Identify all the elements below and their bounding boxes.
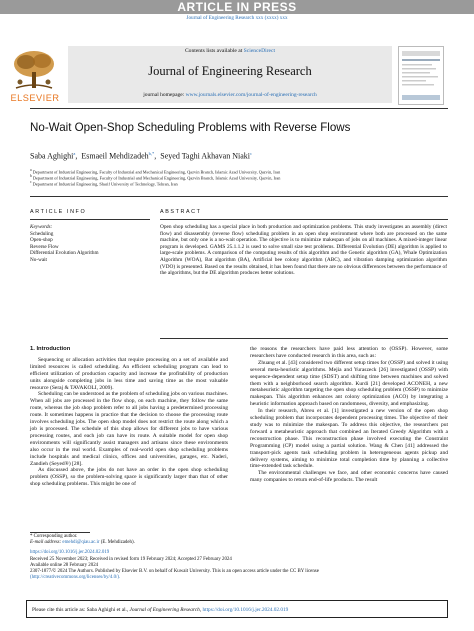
affiliation: $^c$ Department of Industrial Engineering, Sharif University of Technology, Tehran, Iran	[30, 180, 178, 187]
sciencedirect-link[interactable]: ScienceDirect	[243, 48, 276, 54]
abstract-bottom-divider	[160, 338, 448, 339]
contents-prefix: Contents lists available at	[184, 48, 244, 54]
article-info-heading: ARTICLE INFO	[30, 209, 87, 215]
online-date: Available online 28 February 2024	[30, 562, 99, 568]
paragraph: In their research, Abreu et al. [1] investigated a new version of the open shop scheduling problem that incorporates dependent processing times. The objective of their study was to minimize the makespan. To address this objective, the researchers put forward a metaheuristic approach that combined an Iterated Greedy Algorithm with a reconstruction phase. This reconstruction phase involved executing the Constraint Programming (CP) model using a partial solution. Wang & Chen [41] addressed the transport-pick agents task scheduling problem in heterogeneous agents pickup and delivery systems, aiming to minimize total completion time by planning a collective time-extended task schedule.	[250, 408, 448, 470]
author-affiliation-marker[interactable]: c	[250, 151, 252, 156]
keyword: Differential Evolution Algorithm	[30, 250, 99, 257]
affiliation: $^b$ Department of Industrial Engineering, Faculty of Industrial and Mechanical Engineering, Qazvin Branch, Islamic Azad University, Qazvin, Iran	[30, 174, 281, 181]
affiliation: $^a$ Department of Industrial Engineering, Faculty of Industrial and Mechanical Engineering, Qazvin Branch, Islamic Azad University, Qazvin, Iran	[30, 168, 281, 175]
right-column	[250, 346, 448, 484]
email-link[interactable]: emehdi@qiau.ac.ir	[62, 540, 100, 546]
homepage-prefix: journal homepage:	[143, 92, 186, 98]
paragraph: Sequencing or allocation activities that require processing on a set of available and limited resources is called scheduling. An efficient scheduling program can lead to efficient utilization of production capacity and increase the profitability of production units alongside completing jobs in less time and saving time as the most valuable resource (Seraj & TAVAKOLI, 2009).	[30, 356, 228, 391]
author-name[interactable]: Esmaeil Mehdizadeh	[81, 151, 149, 161]
keywords-label: Keywords:	[30, 224, 53, 230]
cite-prefix: Please cite this article as: Saba Aghighi et al.,	[32, 607, 130, 613]
elsevier-tree-logo	[6, 48, 62, 92]
paragraph: Scheduling can be understood as the problem of scheduling jobs on various machines. When all jobs are processed in the flow shop, on each machine, they follow the same route, whereas the job shop problem refer to all jobs having a predetermined processing route. It sometimes happens in practice that the decision to choose the processing route involves scheduling jobs. The open shop model does not restrict the route along which a job is processed. The schedule of this shop allows for different jobs to have various processing routes, and each job can have its route. A suitable model for open shop environments will significantly assist managers and artisans since these environments also occur in the real world. Examples of real-world open shop scheduling problems include hospitals and medical clinics, offices and universities, garages, etc. Naderi, Zandieh (Seyed®) [28].	[30, 391, 228, 467]
citation-bar: Please cite this article as: Saba Aghighi et al., Journal of Engineering Research, https://doi.org/10.1016/j.jer.2024.02.019	[26, 600, 448, 618]
paragraph: As discussed above, the jobs do not have an order in the open shop scheduling problem (OSSP), so the problem-solving space is significantly larger than that of other shop scheduling problems. This might be one of	[30, 467, 228, 488]
footnote-divider	[30, 532, 90, 533]
journal-reference[interactable]: Journal of Engineering Research xxx (xxxx) xxx	[186, 15, 288, 21]
info-divider	[30, 219, 150, 220]
email-line: E-mail address: emehdi@qiau.ac.ir (E. Mehdizadeh).	[30, 540, 135, 546]
paragraph: the reasons the researchers have paid less attention to (OSSP). However, some researchers have conducted research in this area, such as:	[250, 346, 448, 359]
journal-cover-thumbnail[interactable]	[398, 46, 444, 105]
homepage-link[interactable]: www.journals.elsevier.com/journal-of-engineering-research	[185, 92, 317, 98]
keywords-block	[30, 224, 98, 264]
keyword: No-wait	[30, 256, 47, 263]
contents-line	[68, 48, 392, 54]
cite-journal: Journal of Engineering Research	[129, 607, 200, 613]
author-name[interactable]: Saba Aghighi	[30, 151, 74, 161]
cite-doi-link[interactable]: https://doi.org/10.1016/j.jer.2024.02.019	[202, 607, 289, 613]
section-heading: 1. Introduction	[30, 346, 71, 352]
keyword: Reverse Flow	[30, 243, 59, 250]
paragraph: Zhuang et al. [43] considered two different setup times for (OSSP) and solved it using several meta-heuristic algorithms. Mejia and Yuraszeck [26] investigated (OSSP) with sequence-dependent setup time (SDST) and shifting time between machines and solved them with a neighborhood search algorithm. Kurdi [21] developed ACONEH, a new metaheuristic algorithm targeting the open shop scheduling problem (OSSP) to minimize makespan. This algorithm enhances ant colony optimization (ACO) by integrating a heuristic information approach based on randomness, diversity, and emphasizing.	[250, 359, 448, 408]
info-top-divider	[30, 196, 448, 197]
abstract-divider	[160, 219, 448, 220]
abstract-heading: ABSTRACT	[160, 209, 202, 215]
license-line: 2307-1877/© 2024 The Authors. Published by Elsevier B.V. on behalf of Kuwait University. This is an open access article under the CC BY license	[30, 569, 319, 575]
license-link[interactable]: (http://creativecommons.org/licenses/by/4.0/).	[30, 575, 121, 581]
publisher-wordmark: ELSEVIER	[10, 93, 60, 103]
author-name[interactable]: Seyed Taghi Akhavan Niaki	[160, 151, 250, 161]
article-in-press-banner: ARTICLE IN PRESS	[0, 0, 474, 14]
keyword: Open-shop	[30, 237, 53, 244]
journal-title: Journal of Engineering Research	[148, 64, 312, 78]
doi-link[interactable]: https://doi.org/10.1016/j.jer.2024.02.019	[30, 550, 110, 556]
received-dates: Received 25 November 2023; Received in revised form 19 February 2024; Accepted 27 February 2024	[30, 556, 232, 562]
corresponding-note: * Corresponding author.	[30, 534, 78, 539]
author-affiliation-marker[interactable]: b,*	[148, 151, 155, 156]
footnotes	[30, 534, 319, 581]
abstract-text: Open shop scheduling has a special place in both production and optimization problems. This study investigates an assembly (direct flow) and disassembly (reverse flow) scheduling problem in an open shop environment where both are processed on the same machine, but only one is a no-wait operation. The objective is to minimize makespan of jobs on all machines. A mixed-integer linear program is developed. GAMS 25.1.1.2 is used to solve small size test problems. Differential Evolution (DE) algorithm is applied to large-scale problems. A comparison of the computing results of this algorithm and the Genetic algorithm (GA), Whale Optimization Algorithm (WOA), Bat algorithm (BA), Artificial bee colony algorithm (ABC), and vibration damping optimization algorithm (VDO) is presented. Based on the results obtained, it has been found that there are no obvious differences between the performance of the algorithms, but the DE algorithm produces better solutions.	[160, 224, 447, 277]
keyword: Scheduling	[30, 230, 54, 237]
paragraph: The environmental challenges we face, and other economic concerns have caused many companies to return end-of-life products. The result	[250, 470, 448, 484]
header-divider	[30, 108, 448, 109]
author-list: Saba Aghighi$^a$, Esmaeil Mehdizadeh$^{b,*}$, Seyed Taghi Akhavan Niaki$^c$	[30, 151, 252, 161]
author-affiliation-marker[interactable]: a	[73, 151, 76, 156]
journal-homepage	[68, 92, 392, 98]
article-title: No-Wait Open-Shop Scheduling Problems with Reverse Flows	[30, 121, 351, 134]
left-column	[30, 346, 228, 488]
